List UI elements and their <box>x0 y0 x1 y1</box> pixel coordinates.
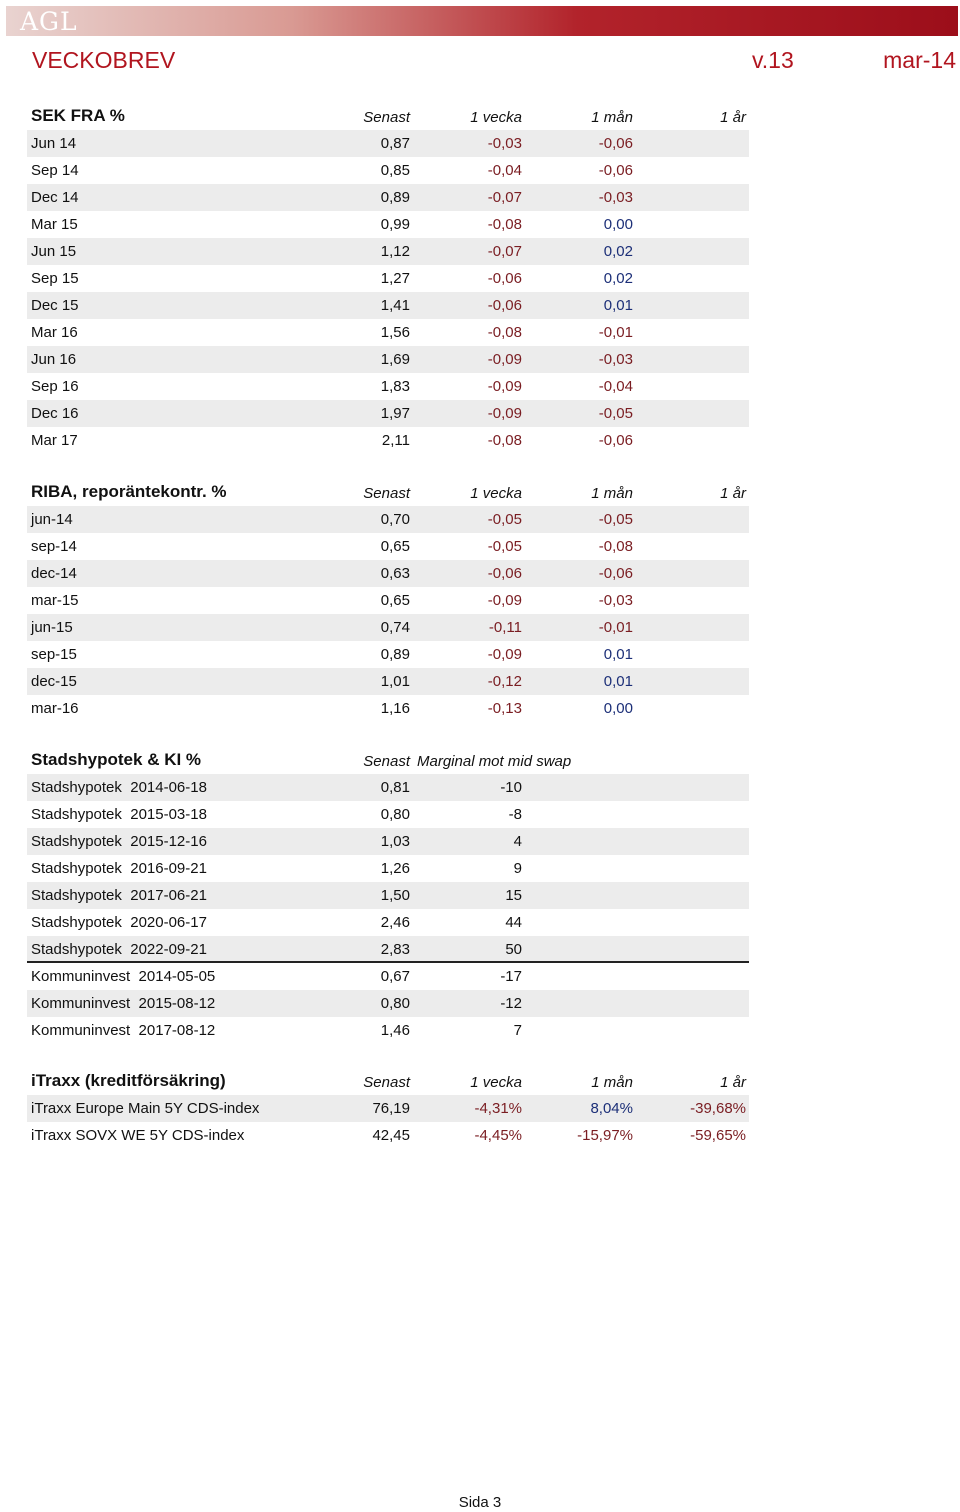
cell-value: 42,45 <box>372 1127 410 1144</box>
cell-value: -0,09 <box>487 592 522 609</box>
cell-value: -0,03 <box>598 592 633 609</box>
cell-value: 1,27 <box>380 270 410 287</box>
row-label: Kommuninvest 2015-08-12 <box>31 995 216 1012</box>
row-label: Jun 16 <box>31 351 77 368</box>
itraxx-table <box>27 1095 749 1149</box>
month-label: mar-14 <box>883 47 956 73</box>
col-senast: Senast <box>363 485 410 502</box>
cell-value: -0,06 <box>487 297 522 314</box>
itraxx-section <box>27 1068 749 1149</box>
cell-value: 0,01 <box>603 646 633 663</box>
row-label: Kommuninvest 2014-05-05 <box>31 968 216 985</box>
cell-value: 7 <box>513 1022 522 1039</box>
table-row <box>27 157 749 184</box>
cell-value: 0,02 <box>603 270 633 287</box>
cell-value: -0,09 <box>487 378 522 395</box>
cell-value: -0,08 <box>598 538 633 555</box>
cell-value: -0,03 <box>598 189 633 206</box>
row-label: Stadshypotek 2014-06-18 <box>31 779 207 796</box>
fra-title: SEK FRA % <box>31 106 125 125</box>
week-label: v.13 <box>752 47 794 73</box>
col-1-vecka: 1 vecka <box>470 109 522 126</box>
cell-value: 0,00 <box>603 216 633 233</box>
cell-value: -0,08 <box>487 432 522 449</box>
riba-section <box>27 479 749 722</box>
row-label: jun-14 <box>31 511 73 528</box>
table-row <box>27 184 749 211</box>
cell-value: -0,12 <box>487 673 522 690</box>
table-row <box>27 130 749 157</box>
row-label: iTraxx Europe Main 5Y CDS-index <box>31 1100 260 1117</box>
table-row <box>27 373 749 400</box>
cell-value: 1,97 <box>380 405 410 422</box>
cell-value: 50 <box>505 941 522 958</box>
row-label: Stadshypotek 2016-09-21 <box>31 860 207 877</box>
cell-value: 0,99 <box>380 216 410 233</box>
cell-value: -0,05 <box>487 511 522 528</box>
page-title: VECKOBREV <box>32 47 176 73</box>
cell-value: -0,04 <box>598 378 633 395</box>
stads-section <box>27 747 749 1044</box>
riba-header <box>27 479 749 506</box>
col-1-man: 1 mån <box>591 1074 633 1091</box>
table-row <box>27 346 749 373</box>
table-row <box>27 828 749 855</box>
table-row <box>27 292 749 319</box>
itraxx-title: iTraxx (kreditförsäkring) <box>31 1071 226 1090</box>
cell-value: -0,06 <box>598 162 633 179</box>
cell-value: 2,11 <box>381 432 410 449</box>
row-label: mar-16 <box>31 700 79 717</box>
cell-value: 0,65 <box>380 538 410 555</box>
table-row <box>27 533 749 560</box>
row-label: iTraxx SOVX WE 5Y CDS-index <box>31 1127 245 1144</box>
cell-value: 1,03 <box>380 833 410 850</box>
cell-value: -0,08 <box>487 216 522 233</box>
cell-value: -0,08 <box>487 324 522 341</box>
cell-value: 9 <box>513 860 522 877</box>
row-label: Dec 14 <box>31 189 79 206</box>
header-banner <box>6 6 958 36</box>
cell-value: -0,06 <box>598 432 633 449</box>
cell-value: -0,06 <box>487 565 522 582</box>
stads-table <box>27 774 749 1044</box>
table-row <box>27 1095 749 1122</box>
cell-value: -0,03 <box>487 135 522 152</box>
row-label: Stadshypotek 2015-12-16 <box>31 833 207 850</box>
cell-value: 0,65 <box>380 592 410 609</box>
cell-value: 0,74 <box>380 619 410 636</box>
row-label: sep-15 <box>31 646 77 663</box>
col-1-vecka: 1 vecka <box>470 485 522 502</box>
cell-value: 1,46 <box>380 1022 410 1039</box>
col-1-vecka: 1 vecka <box>470 1074 522 1091</box>
table-row <box>27 560 749 587</box>
cell-value: -59,65% <box>690 1127 746 1144</box>
cell-value: -0,04 <box>487 162 522 179</box>
table-row <box>27 963 749 990</box>
cell-value: -0,09 <box>487 351 522 368</box>
table-row <box>27 774 749 801</box>
riba-table <box>27 506 749 722</box>
table-row <box>27 990 749 1017</box>
row-label: Kommuninvest 2017-08-12 <box>31 1022 216 1039</box>
cell-value: -0,01 <box>598 324 633 341</box>
cell-value: 1,83 <box>380 378 410 395</box>
row-label: Dec 15 <box>31 297 79 314</box>
col-1-ar: 1 år <box>720 1074 746 1091</box>
cell-value: -0,05 <box>487 538 522 555</box>
cell-value: -8 <box>508 806 522 823</box>
agl-logo: AGL <box>20 7 78 36</box>
table-row <box>27 936 749 963</box>
row-label: Jun 15 <box>31 243 77 260</box>
cell-value: -0,01 <box>598 619 633 636</box>
cell-value: 1,01 <box>380 673 410 690</box>
row-label: Mar 17 <box>31 432 78 449</box>
cell-value: -0,09 <box>487 646 522 663</box>
cell-value: -39,68% <box>690 1100 746 1117</box>
table-row <box>27 506 749 533</box>
cell-value: -15,97% <box>577 1127 633 1144</box>
row-label: dec-14 <box>31 565 77 582</box>
fra-section <box>27 103 749 454</box>
table-row <box>27 614 749 641</box>
cell-value: 0,02 <box>603 243 633 260</box>
table-row <box>27 211 749 238</box>
cell-value: 1,41 <box>380 297 410 314</box>
cell-value: 1,69 <box>380 351 410 368</box>
cell-value: -0,07 <box>487 189 522 206</box>
row-label: Dec 16 <box>31 405 79 422</box>
table-row <box>27 1122 749 1149</box>
cell-value: -0,06 <box>487 270 522 287</box>
table-row <box>27 319 749 346</box>
cell-value: 2,83 <box>380 941 410 958</box>
row-label: sep-14 <box>31 538 77 555</box>
table-row <box>27 400 749 427</box>
cell-value: 44 <box>505 914 522 931</box>
table-row <box>27 801 749 828</box>
cell-value: -17 <box>500 968 522 985</box>
cell-value: 0,87 <box>380 135 410 152</box>
cell-value: -0,11 <box>488 619 522 636</box>
cell-value: 1,26 <box>380 860 410 877</box>
cell-value: -4,45% <box>474 1127 522 1144</box>
table-row <box>27 587 749 614</box>
cell-value: 0,00 <box>603 700 633 717</box>
table-row <box>27 1017 749 1044</box>
cell-value: -0,09 <box>487 405 522 422</box>
cell-value: 0,81 <box>380 779 410 796</box>
row-label: jun-15 <box>31 619 73 636</box>
row-label: Sep 14 <box>31 162 79 179</box>
riba-title: RIBA, reporäntekontr. % <box>31 482 227 501</box>
cell-value: 4 <box>513 833 522 850</box>
cell-value: 0,85 <box>380 162 410 179</box>
col-marginal: Marginal mot mid swap <box>417 753 572 770</box>
cell-value: 0,63 <box>380 565 410 582</box>
cell-value: -0,05 <box>598 405 633 422</box>
cell-value: 8,04% <box>590 1100 633 1117</box>
row-label: Stadshypotek 2015-03-18 <box>31 806 207 823</box>
cell-value: 0,80 <box>380 806 410 823</box>
cell-value: 1,12 <box>380 243 410 260</box>
cell-value: 15 <box>505 887 522 904</box>
table-row <box>27 668 749 695</box>
title-row <box>32 44 956 78</box>
cell-value: 0,01 <box>603 673 633 690</box>
cell-value: 0,89 <box>380 189 410 206</box>
col-1-ar: 1 år <box>720 109 746 126</box>
col-1-man: 1 mån <box>591 485 633 502</box>
cell-value: 0,80 <box>380 995 410 1012</box>
page-number: Sida 3 <box>458 1494 502 1511</box>
cell-value: 0,70 <box>380 511 410 528</box>
table-row <box>27 882 749 909</box>
row-label: mar-15 <box>31 592 79 609</box>
table-row <box>27 427 749 454</box>
col-senast: Senast <box>363 1074 410 1091</box>
cell-value: -0,06 <box>598 135 633 152</box>
row-label: Sep 16 <box>31 378 79 395</box>
table-row <box>27 909 749 936</box>
cell-value: 0,67 <box>380 968 410 985</box>
cell-value: -12 <box>500 995 522 1012</box>
cell-value: 2,46 <box>380 914 410 931</box>
table-row <box>27 855 749 882</box>
row-label: Mar 15 <box>31 216 78 233</box>
row-label: Stadshypotek 2020-06-17 <box>31 914 207 931</box>
cell-value: 1,16 <box>380 700 410 717</box>
col-1-ar: 1 år <box>720 485 746 502</box>
col-senast: Senast <box>363 753 410 770</box>
cell-value: -0,07 <box>487 243 522 260</box>
cell-value: 76,19 <box>372 1100 410 1117</box>
col-senast: Senast <box>363 109 410 126</box>
table-row <box>27 238 749 265</box>
table-row <box>27 265 749 292</box>
table-row <box>27 695 749 722</box>
stads-header <box>27 747 749 774</box>
row-label: Sep 15 <box>31 270 79 287</box>
cell-value: -4,31% <box>474 1100 522 1117</box>
cell-value: -0,13 <box>487 700 522 717</box>
cell-value: -0,05 <box>598 511 633 528</box>
fra-header <box>27 103 749 130</box>
fra-table <box>27 130 749 454</box>
cell-value: -0,03 <box>598 351 633 368</box>
cell-value: -0,06 <box>598 565 633 582</box>
row-label: Stadshypotek 2017-06-21 <box>31 887 207 904</box>
cell-value: 0,01 <box>603 297 633 314</box>
row-label: Mar 16 <box>31 324 78 341</box>
cell-value: -10 <box>500 779 522 796</box>
row-label: dec-15 <box>31 673 77 690</box>
row-label: Stadshypotek 2022-09-21 <box>31 941 207 958</box>
cell-value: 0,89 <box>380 646 410 663</box>
cell-value: 1,56 <box>380 324 410 341</box>
table-row <box>27 641 749 668</box>
cell-value: 1,50 <box>380 887 410 904</box>
itraxx-header <box>27 1068 749 1095</box>
stads-title: Stadshypotek & KI % <box>31 750 202 769</box>
col-1-man: 1 mån <box>591 109 633 126</box>
row-label: Jun 14 <box>31 135 77 152</box>
